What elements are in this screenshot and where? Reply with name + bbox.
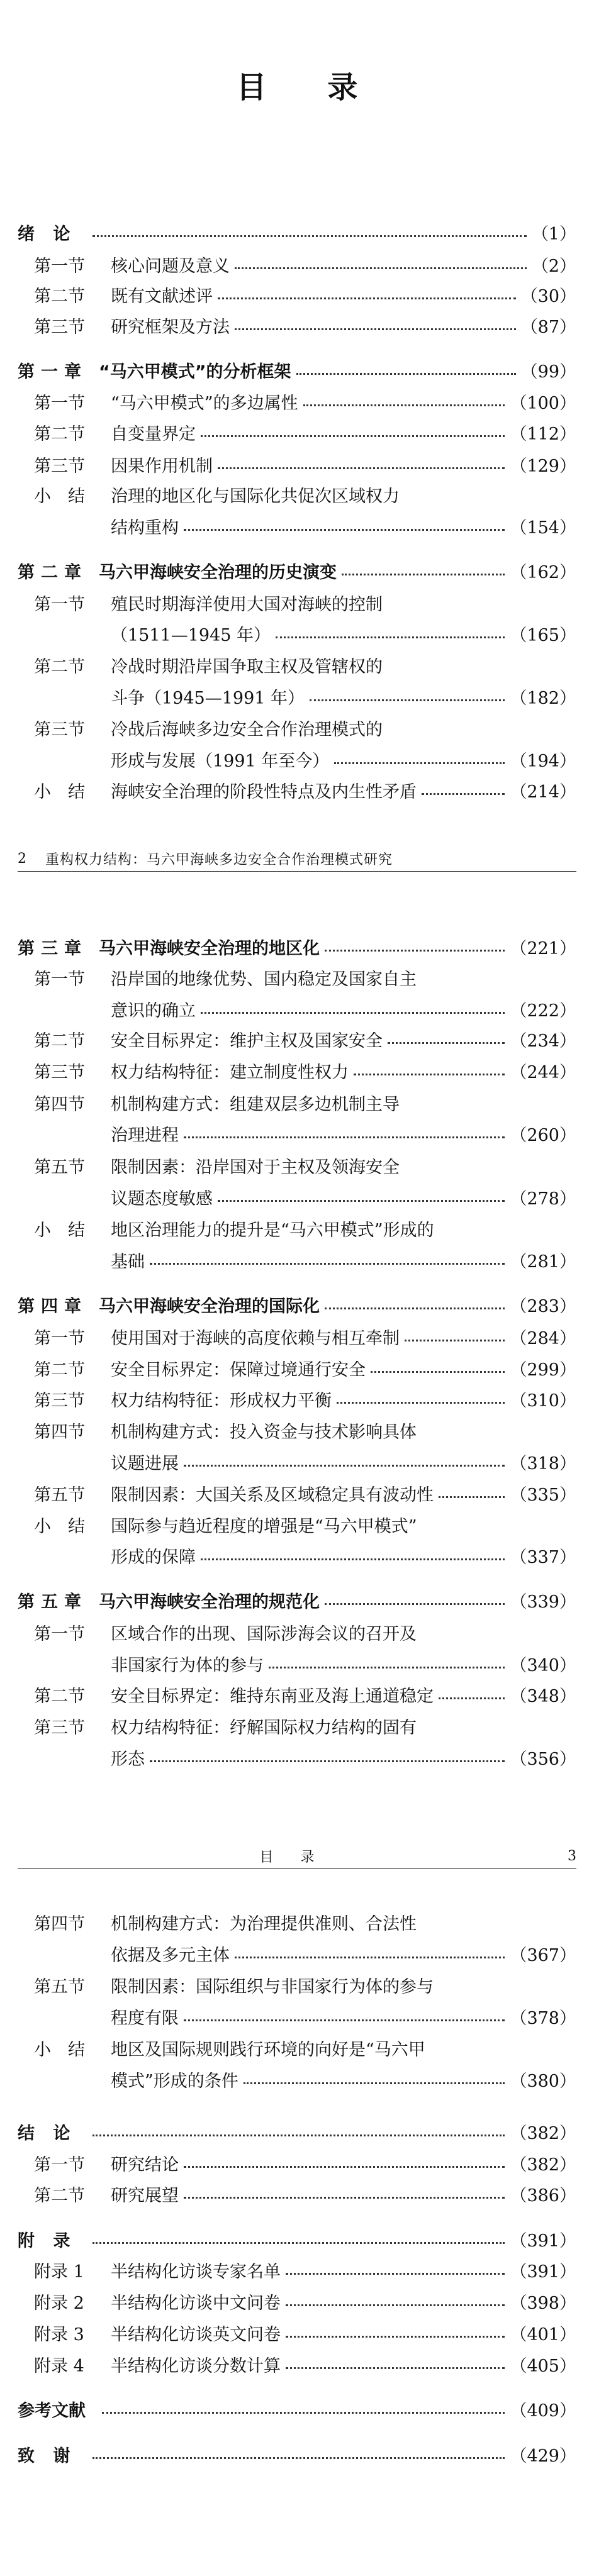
dot-leader	[150, 1760, 505, 1762]
toc-chapter-entry	[18, 555, 576, 586]
toc-section-entry	[18, 1353, 576, 1383]
toc-section-entry	[18, 1742, 576, 1772]
dot-leader	[218, 297, 516, 299]
page-number: （1）	[531, 224, 576, 244]
toc-section-entry	[18, 2148, 576, 2178]
entry-label: 第三节	[34, 317, 85, 337]
dot-leader	[184, 2197, 505, 2199]
entry-label: 第一节	[34, 969, 85, 989]
entry-title: 议题进展	[111, 1453, 179, 1474]
entry-title: 限制因素：国际组织与非国家行为体的参与	[111, 1977, 434, 1997]
entry-label: 小 结	[34, 486, 85, 506]
page-number: （100）	[510, 393, 576, 413]
entry-title: 研究结论	[111, 2155, 179, 2175]
toc-chapter-entry	[18, 1289, 576, 1319]
dot-leader	[422, 793, 505, 795]
entry-title: （1511—1945 年）	[111, 625, 271, 645]
entry-title: 意识的确立	[111, 1001, 196, 1021]
dot-leader	[218, 1200, 505, 1202]
entry-label: 第一节	[34, 2155, 85, 2175]
running-page-number: 3	[568, 1848, 576, 1864]
entry-label: 小 结	[34, 1220, 85, 1240]
entry-label: 第一节	[34, 594, 85, 614]
dot-leader	[286, 2367, 505, 2369]
entry-label: 第三节	[34, 719, 85, 740]
entry-label: 绪 论	[18, 224, 77, 244]
entry-label: 第二节	[34, 1686, 85, 1706]
running-header	[18, 1843, 576, 1869]
toc-chapter-entry	[18, 1585, 576, 1615]
toc-section-entry	[18, 2033, 576, 2063]
dot-leader	[325, 1307, 505, 1309]
entry-title: 形态	[111, 1749, 145, 1769]
toc-section-entry	[18, 1907, 576, 1937]
entry-label: 第五节	[34, 1485, 85, 1505]
page-number: （194）	[510, 751, 576, 771]
page-number: （339）	[510, 1592, 576, 1612]
toc-section-entry	[18, 310, 576, 340]
entry-title: 马六甲海峡安全治理的国际化	[99, 1296, 320, 1316]
dot-leader	[286, 2336, 505, 2338]
page-number: （380）	[510, 2071, 576, 2091]
entry-label: 附录 2	[34, 2293, 84, 2313]
dot-leader	[235, 267, 527, 269]
entry-label: 第一节	[34, 256, 85, 276]
entry-label: 第二节	[34, 657, 85, 677]
running-header	[18, 846, 576, 872]
entry-title: 依据及多元主体	[111, 1945, 230, 1965]
page-number: （340）	[510, 1655, 576, 1675]
toc-section-entry	[18, 587, 576, 618]
entry-title: 限制因素：沿岸国对于主权及领海安全	[111, 1157, 400, 1177]
toc-section-entry	[18, 1245, 576, 1275]
entry-label: 第四节	[34, 1914, 85, 1934]
dot-leader	[325, 1603, 505, 1605]
toc-section-entry	[18, 2064, 576, 2094]
toc-chapter-entry	[18, 355, 576, 385]
toc-section-entry	[18, 417, 576, 447]
page-number: （409）	[510, 2401, 576, 2421]
toc-section-entry	[18, 1970, 576, 2000]
entry-label: 第三节	[34, 1718, 85, 1738]
toc-chapter-entry	[18, 931, 576, 962]
toc-section-entry	[18, 1384, 576, 1414]
toc-section-entry	[18, 249, 576, 279]
page-number: （335）	[510, 1485, 576, 1505]
entry-label: 第二节	[34, 424, 85, 444]
dot-leader	[269, 1667, 505, 1668]
page-number: （356）	[510, 1749, 576, 1769]
entry-title: 程度有限	[111, 2008, 179, 2028]
toc-section-entry	[18, 2286, 576, 2316]
entry-label: 附录 4	[34, 2356, 84, 2376]
entry-title: 半结构化访谈分数计算	[111, 2356, 281, 2376]
page-number: （367）	[510, 1945, 576, 1965]
entry-title: 自变量界定	[111, 424, 196, 444]
entry-label: 致 谢	[18, 2446, 77, 2466]
dot-leader	[439, 1496, 505, 1498]
entry-title: 限制因素：大国关系及区域稳定具有波动性	[111, 1485, 434, 1505]
dot-leader	[184, 2166, 505, 2168]
toc-section-entry	[18, 744, 576, 774]
entry-label: 第一节	[34, 1328, 85, 1348]
toc-section-entry	[18, 2318, 576, 2348]
entry-label: 第二节	[34, 1360, 85, 1380]
page-number: （382）	[510, 2123, 576, 2143]
toc-section-entry	[18, 1415, 576, 1445]
running-title: 目 录	[259, 1849, 326, 1865]
entry-title: 安全目标界定：维持东南亚及海上通道稳定	[111, 1686, 434, 1706]
entry-label: 第三节	[34, 1391, 85, 1411]
page-number: （162）	[510, 562, 576, 582]
dot-leader	[439, 1697, 505, 1699]
dot-leader	[184, 1136, 505, 1138]
toc-section-entry	[18, 1617, 576, 1647]
toc-section-entry	[18, 1938, 576, 1968]
page-number: （154）	[510, 518, 576, 538]
entry-title: 形成与发展（1991 年至今）	[111, 751, 330, 771]
dot-leader	[405, 1340, 505, 1341]
entry-label: 小 结	[34, 1516, 85, 1536]
dot-leader	[334, 762, 505, 764]
entry-title: 议题态度敏感	[111, 1189, 213, 1209]
entry-title: 马六甲海峡安全治理的规范化	[99, 1592, 320, 1612]
entry-label: 第三节	[34, 456, 85, 476]
entry-title: “马六甲模式”的多边属性	[111, 393, 298, 413]
toc-section-entry	[18, 1648, 576, 1679]
page-number: （401）	[510, 2324, 576, 2345]
dot-leader	[235, 1957, 505, 1958]
entry-title: 马六甲海峡安全治理的地区化	[99, 938, 320, 958]
toc-chapter-entry	[18, 217, 576, 247]
dot-leader	[102, 2412, 505, 2414]
dot-leader	[218, 467, 505, 469]
entry-title: 冷战时期沿岸国争取主权及管辖权的	[111, 657, 383, 677]
entry-label: 第五节	[34, 1977, 85, 1997]
entry-label: 附录 3	[34, 2324, 84, 2345]
entry-label: 第二节	[34, 2185, 85, 2206]
entry-title: 区域合作的出现、国际涉海会议的召开及	[111, 1624, 417, 1644]
toc-section-entry	[18, 386, 576, 416]
page-number: （2）	[531, 256, 576, 276]
dot-leader	[325, 950, 505, 952]
entry-label: 结 论	[18, 2123, 77, 2143]
page-number: （284）	[510, 1328, 576, 1348]
toc-section-entry	[18, 1509, 576, 1540]
toc-section-entry	[18, 1711, 576, 1741]
running-page-number: 2	[18, 850, 26, 867]
toc-chapter-entry	[18, 2224, 576, 2254]
dot-leader	[354, 1074, 505, 1075]
entry-label: 小 结	[34, 2040, 85, 2060]
page-number: （244）	[510, 1062, 576, 1082]
entry-title: 马六甲海峡安全治理的历史演变	[99, 562, 337, 582]
entry-label: 第二节	[34, 286, 85, 306]
page-number: （214）	[510, 782, 576, 802]
page-number: （234）	[510, 1031, 576, 1051]
entry-title: 既有文献述评	[111, 286, 213, 306]
entry-title: 机制构建方式：投入资金与技术影响具体	[111, 1422, 417, 1442]
entry-title: 权力结构特征：纾解国际权力结构的固有	[111, 1718, 417, 1738]
page-number: （429）	[510, 2446, 576, 2466]
page-number: （283）	[510, 1296, 576, 1316]
dot-leader	[150, 1263, 505, 1265]
entry-title: 机制构建方式：组建双层多边机制主导	[111, 1094, 400, 1114]
entry-title: 模式”形成的条件	[111, 2071, 238, 2091]
page-number: （299）	[510, 1360, 576, 1380]
entry-title: 冷战后海峡多边安全合作治理模式的	[111, 719, 383, 740]
entry-label: 第三节	[34, 1062, 85, 1082]
entry-label: 参考文献	[18, 2401, 86, 2421]
dot-leader	[201, 1558, 505, 1560]
entry-title: 核心问题及意义	[111, 256, 230, 276]
dot-leader	[276, 636, 505, 638]
toc-section-entry	[18, 618, 576, 648]
dot-leader	[92, 235, 526, 237]
entry-title: 权力结构特征：形成权力平衡	[111, 1391, 332, 1411]
page-number: （281）	[510, 1252, 576, 1272]
entry-label: 附 录	[18, 2231, 77, 2251]
dot-leader	[337, 1402, 505, 1404]
page-number: （278）	[510, 1189, 576, 1209]
page-number: （398）	[510, 2293, 576, 2313]
dot-leader	[184, 1465, 505, 1467]
entry-title: 地区及国际规则践行环境的向好是“马六甲	[111, 2040, 425, 2060]
entry-title: 国际参与趋近程度的增强是“马六甲模式”	[111, 1516, 417, 1536]
entry-label: 第二章	[18, 562, 87, 582]
entry-title: 机制构建方式：为治理提供准则、合法性	[111, 1914, 417, 1934]
entry-title: 结构重构	[111, 518, 179, 538]
dot-leader	[184, 2019, 505, 2021]
dot-leader	[286, 2304, 505, 2306]
page-number: （30）	[520, 286, 576, 306]
page-number: （348）	[510, 1686, 576, 1706]
toc-section-entry	[18, 1446, 576, 1477]
page-number: （165）	[510, 625, 576, 645]
running-title: 重构权力结构：马六甲海峡多边安全合作治理模式研究	[45, 852, 393, 868]
dot-leader	[92, 2135, 505, 2136]
dot-leader	[371, 1371, 505, 1373]
toc-chapter-entry	[18, 2394, 576, 2424]
page-number: （222）	[510, 1001, 576, 1021]
page-number: （405）	[510, 2356, 576, 2376]
entry-title: 半结构化访谈中文问卷	[111, 2293, 281, 2313]
toc-section-entry	[18, 713, 576, 743]
toc-section-entry	[18, 1150, 576, 1180]
toc-section-entry	[18, 2255, 576, 2285]
entry-title: 地区治理能力的提升是“马六甲模式”形成的	[111, 1220, 434, 1240]
toc-chapter-entry	[18, 2116, 576, 2146]
toc-section-entry	[18, 2349, 576, 2379]
page-number: （129）	[510, 456, 576, 476]
dot-leader	[244, 2082, 505, 2084]
entry-title: “马六甲模式”的分析框架	[99, 362, 291, 382]
toc-section-entry	[18, 479, 576, 509]
dot-leader	[184, 529, 505, 531]
entry-title: 因果作用机制	[111, 456, 213, 476]
toc-section-entry	[18, 1182, 576, 1212]
page-number: （112）	[510, 424, 576, 444]
entry-label: 第五节	[34, 1157, 85, 1177]
entry-title: 非国家行为体的参与	[111, 1655, 264, 1675]
entry-label: 第四章	[18, 1296, 87, 1316]
toc-section-entry	[18, 2179, 576, 2209]
dot-leader	[303, 404, 505, 406]
entry-title: 研究框架及方法	[111, 317, 230, 337]
entry-title: 沿岸国的地缘优势、国内稳定及国家自主	[111, 969, 417, 989]
entry-title: 治理进程	[111, 1125, 179, 1145]
dot-leader	[92, 2242, 505, 2244]
page-number: （391）	[510, 2262, 576, 2282]
toc-section-entry	[18, 650, 576, 680]
toc-section-entry	[18, 1087, 576, 1118]
entry-title: 斗争（1945—1991 年）	[111, 688, 305, 708]
page-number: （260）	[510, 1125, 576, 1145]
toc-section-entry	[18, 1055, 576, 1085]
toc-section-entry	[18, 2001, 576, 2031]
page-number: （99）	[520, 362, 576, 382]
entry-label: 第四节	[34, 1422, 85, 1442]
toc-section-entry	[18, 1478, 576, 1508]
entry-title: 殖民时期海洋使用大国对海峡的控制	[111, 594, 383, 614]
entry-label: 第三章	[18, 938, 87, 958]
entry-title: 权力结构特征：建立制度性权力	[111, 1062, 349, 1082]
entry-title: 安全目标界定：维护主权及国家安全	[111, 1031, 383, 1051]
toc-section-entry	[18, 775, 576, 805]
page-number: （318）	[510, 1453, 576, 1474]
dot-leader	[342, 574, 505, 575]
entry-title: 研究展望	[111, 2185, 179, 2206]
page-number: （221）	[510, 938, 576, 958]
dot-leader	[201, 435, 505, 437]
toc-section-entry	[18, 1024, 576, 1054]
entry-label: 第一章	[18, 362, 87, 382]
toc-section-entry	[18, 1118, 576, 1148]
toc-section-entry	[18, 1540, 576, 1570]
entry-label: 小 结	[34, 782, 85, 802]
entry-label: 第二节	[34, 1031, 85, 1051]
page-number: （382）	[510, 2155, 576, 2175]
entry-label: 第一节	[34, 393, 85, 413]
toc-section-entry	[18, 1679, 576, 1709]
entry-title: 基础	[111, 1252, 145, 1272]
toc-section-entry	[18, 449, 576, 479]
toc-chapter-entry	[18, 2439, 576, 2469]
toc-section-entry	[18, 1321, 576, 1352]
toc-section-entry	[18, 681, 576, 711]
page-number: （87）	[520, 317, 576, 337]
dot-leader	[388, 1042, 505, 1044]
entry-label: 第五章	[18, 1592, 87, 1612]
entry-label: 第一节	[34, 1624, 85, 1644]
entry-title: 安全目标界定：保障过境通行安全	[111, 1360, 366, 1380]
toc-section-entry	[18, 279, 576, 309]
dot-leader	[310, 699, 505, 701]
entry-title: 半结构化访谈英文问卷	[111, 2324, 281, 2345]
dot-leader	[296, 373, 516, 375]
entry-label: 附录 1	[34, 2262, 84, 2282]
dot-leader	[92, 2457, 505, 2459]
page-number: （310）	[510, 1391, 576, 1411]
dot-leader	[286, 2273, 505, 2275]
entry-title: 治理的地区化与国际化共促次区域权力	[111, 486, 400, 506]
toc-section-entry	[18, 1213, 576, 1243]
toc-section-entry	[18, 511, 576, 541]
entry-title: 海峡安全治理的阶段性特点及内生性矛盾	[111, 782, 417, 802]
entry-title: 半结构化访谈专家名单	[111, 2262, 281, 2282]
page-number: （391）	[510, 2231, 576, 2251]
page-number: （386）	[510, 2185, 576, 2206]
dot-leader	[235, 328, 516, 330]
toc-section-entry	[18, 962, 576, 992]
page-number: （182）	[510, 688, 576, 708]
entry-title: 使用国对于海峡的高度依赖与相互牵制	[111, 1328, 400, 1348]
page-number: （337）	[510, 1547, 576, 1567]
dot-leader	[201, 1012, 505, 1014]
page-number: （378）	[510, 2008, 576, 2028]
toc-section-entry	[18, 994, 576, 1024]
entry-title: 形成的保障	[111, 1547, 196, 1567]
page-title: 目 录	[236, 70, 383, 105]
entry-label: 第四节	[34, 1094, 85, 1114]
